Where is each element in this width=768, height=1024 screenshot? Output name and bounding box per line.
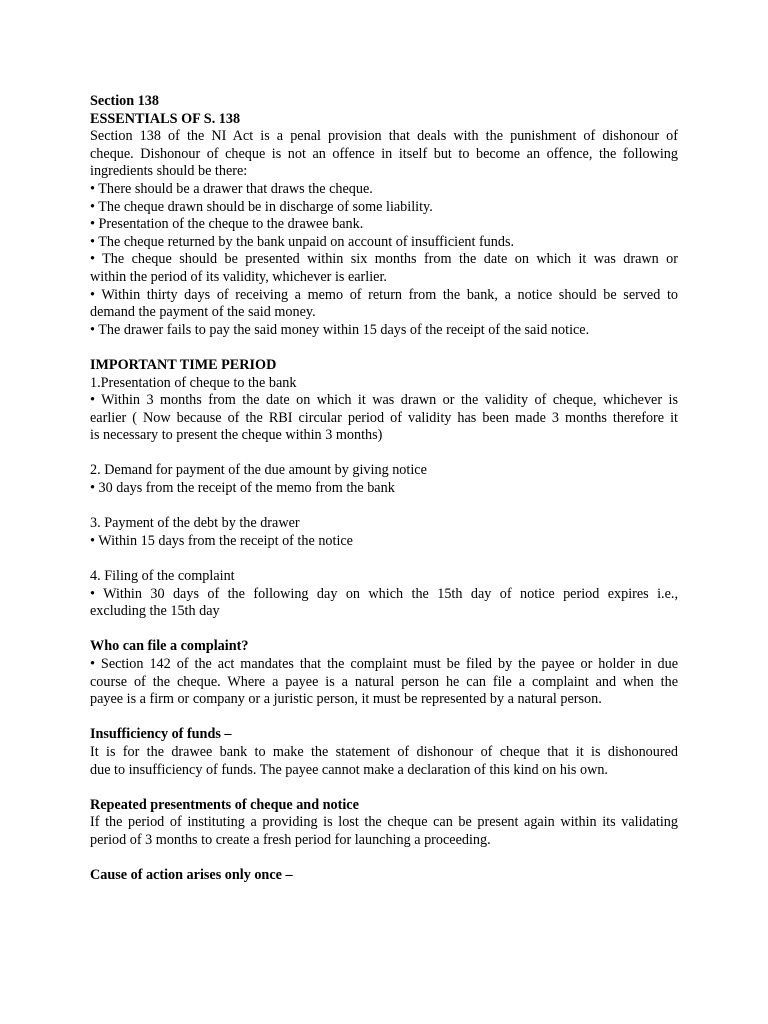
period-1-line-2: earlier ( Now because of the RBI circular period of validity has been made 3 months therefore it <box>90 409 678 426</box>
paragraph-gap <box>90 498 678 516</box>
period-3-line-1: • Within 15 days from the receipt of the notice <box>90 532 353 549</box>
repeated-line-2: period of 3 months to create a fresh period for launching a proceeding. <box>90 831 491 848</box>
insufficiency-line-1: It is for the drawee bank to make the statement of dishonour of cheque that it is dishonoured <box>90 743 678 760</box>
essential-item-thirty-days-1: • Within thirty days of receiving a memo of return from the bank, a notice should be served to <box>90 286 678 303</box>
who-heading: Who can file a complaint? <box>90 638 249 655</box>
paragraph-gap <box>90 445 678 463</box>
who-line-3: payee is a firm or company or a juristic person, it must be represented by a natural person. <box>90 691 602 708</box>
insufficiency-heading: Insufficiency of funds – <box>90 726 232 743</box>
period-1-line-1: • Within 3 months from the date on which it was drawn or the validity of cheque, whichever is <box>90 392 678 409</box>
time-period-heading: IMPORTANT TIME PERIOD <box>90 356 277 373</box>
intro-line-3: ingredients should be there: <box>90 163 248 180</box>
paragraph-gap <box>90 850 678 868</box>
essential-item-presentation: • Presentation of the cheque to the drawee bank. <box>90 216 364 233</box>
section-heading: Section 138 <box>90 93 159 109</box>
intro-line-2: cheque. Dishonour of cheque is not an offence in itself but to become an offence, the following <box>90 145 678 162</box>
paragraph-gap <box>90 621 678 639</box>
period-4-line-1: • Within 30 days of the following day on which the 15th day of notice period expires i.e., <box>90 585 678 602</box>
essential-item-drawer: • There should be a drawer that draws the cheque. <box>90 180 373 197</box>
period-2-line-1: • 30 days from the receipt of the memo from the bank <box>90 480 395 497</box>
essentials-heading: ESSENTIALS OF S. 138 <box>90 110 241 127</box>
who-line-2: course of the cheque. Where a payee is a natural person he can file a complaint and when the <box>90 673 678 690</box>
insufficiency-line-2: due to insufficiency of funds. The payee cannot make a declaration of this kind on his own. <box>90 761 608 778</box>
paragraph-gap <box>90 709 678 727</box>
essential-item-six-months-2: within the period of its validity, whichever is earlier. <box>90 268 387 285</box>
essential-item-returned: • The cheque returned by the bank unpaid on account of insufficient funds. <box>90 233 515 250</box>
period-1-line-3: is necessary to present the cheque within 3 months) <box>90 427 383 444</box>
essential-item-fifteen-days: • The drawer fails to pay the said money within 15 days of the receipt of the said notice. <box>90 321 590 338</box>
paragraph-gap <box>90 550 678 568</box>
essential-item-six-months-1: • The cheque should be presented within six months from the date on which it was drawn or <box>90 251 678 268</box>
essential-item-liability: • The cheque drawn should be in discharge of some liability. <box>90 198 433 215</box>
period-2-title: 2. Demand for payment of the due amount by giving notice <box>90 462 427 479</box>
repeated-heading: Repeated presentments of cheque and notice <box>90 796 359 813</box>
document-page <box>90 93 678 885</box>
paragraph-gap <box>90 339 678 357</box>
intro-line-1: Section 138 of the NI Act is a penal provision that deals with the punishment of dishonour of <box>90 128 678 145</box>
period-4-title: 4. Filing of the complaint <box>90 568 235 585</box>
paragraph-gap <box>90 779 678 797</box>
period-4-line-2: excluding the 15th day <box>90 603 220 620</box>
who-line-1: • Section 142 of the act mandates that the complaint must be filed by the payee or holder in due <box>90 656 678 672</box>
cause-heading: Cause of action arises only once – <box>90 867 293 884</box>
repeated-line-1: If the period of instituting a providing is lost the cheque can be present again within its validating <box>90 814 678 831</box>
essential-item-thirty-days-2: demand the payment of the said money. <box>90 304 316 321</box>
period-1-title: 1.Presentation of cheque to the bank <box>90 374 297 391</box>
period-3-title: 3. Payment of the debt by the drawer <box>90 515 300 532</box>
